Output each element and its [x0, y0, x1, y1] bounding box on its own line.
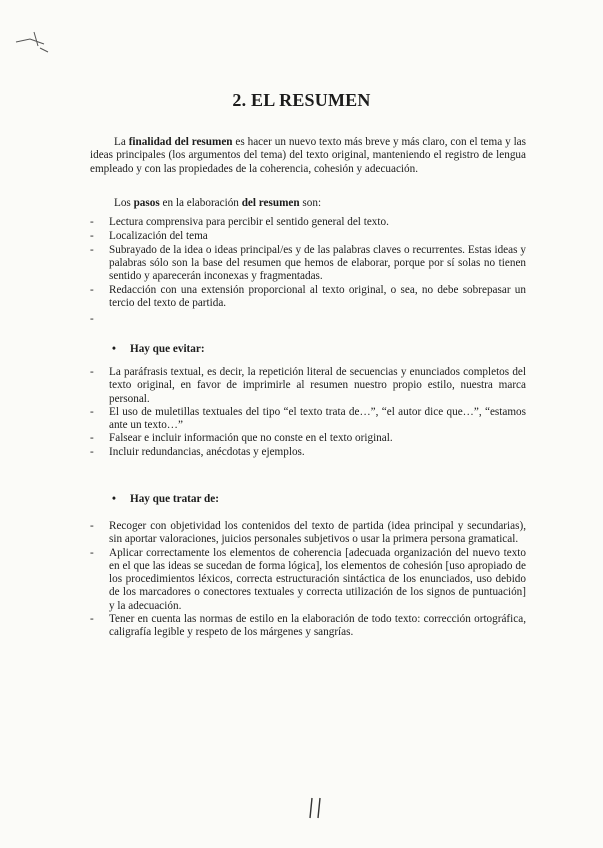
list-item: - Incluir redundancias, anécdotas y ejemplos.	[90, 446, 526, 459]
handwritten-page-number	[306, 796, 326, 820]
list-item: - Redacción con una extensión proporcional al texto original, o sea, no debe sobrepasar un tercio del texto de partida.	[90, 284, 526, 311]
avoid-list	[90, 366, 526, 459]
list-item: - Localización del tema	[90, 230, 526, 243]
list-item: - Lectura comprensiva para percibir el sentido general del texto.	[90, 216, 526, 229]
list-item: - El uso de muletillas textuales del tipo “el texto trata de…”, “el autor dice que…”, “estamos ante un texto…”	[90, 406, 526, 433]
list-item: - La paráfrasis textual, es decir, la repetición literal de secuencias y enunciados completos del texto original, en favor de imprimirle al resumen nuestro propio estilo, nuestra marca personal.	[90, 366, 526, 406]
page-title: 2. EL RESUMEN	[232, 90, 371, 110]
list-item: - Falsear e incluir información que no conste en el texto original.	[90, 432, 526, 445]
list-item: - Subrayado de la idea o ideas principal/es y de las palabras claves o recurrentes. Estas ideas y palabras sólo son la base del resumen que hemos de elaborar, porque por sí solas no tienen sentido y aparecerán inconexas y fragmentadas.	[90, 244, 526, 284]
bullet-icon: •	[112, 493, 116, 505]
list-item: - Tener en cuenta las normas de estilo en la elaboración de todo texto: corrección ortográfica, caligrafía legible y respeto de los márgenes y sangrías.	[90, 613, 526, 640]
list-item: - Aplicar correctamente los elementos de coherencia [adecuada organización del nuevo texto en el que las ideas se sucedan de forma lógica], los elementos de cohesión [uso apropiado de los procedimientos léxicos, correcta estructuración sintáctica de los enunciados, uso debido de los marcadores o conectores textuales y correcta utilización de los signos de puntuación] y la adecuación.	[90, 547, 526, 613]
list-item: - Recoger con objetividad los contenidos del texto de partida (idea principal y secundarias), sin aportar valoraciones, juicios personales subjetivos o usar la primera persona gramatical.	[90, 520, 526, 547]
avoid-heading: • Hay que evitar:	[112, 343, 205, 355]
bold-term: finalidad del resumen	[128, 136, 233, 148]
treat-list	[90, 520, 526, 640]
bullet-icon: •	[112, 343, 116, 355]
intro-paragraph: La finalidad del resumen es hacer un nuevo texto más breve y más claro, con el tema y las ideas principales (los argumentos del tema) del texto original, manteniendo el registro de lengua empleado y con las propiedades de la coherencia, cohesión y adecuación.	[90, 136, 526, 175]
handwritten-mark	[14, 28, 54, 54]
steps-list	[90, 216, 526, 311]
treat-heading: • Hay que tratar de:	[112, 493, 219, 505]
steps-intro: Los pasos en la elaboración del resumen son:	[114, 197, 322, 209]
empty-list-dash: -	[90, 313, 94, 325]
